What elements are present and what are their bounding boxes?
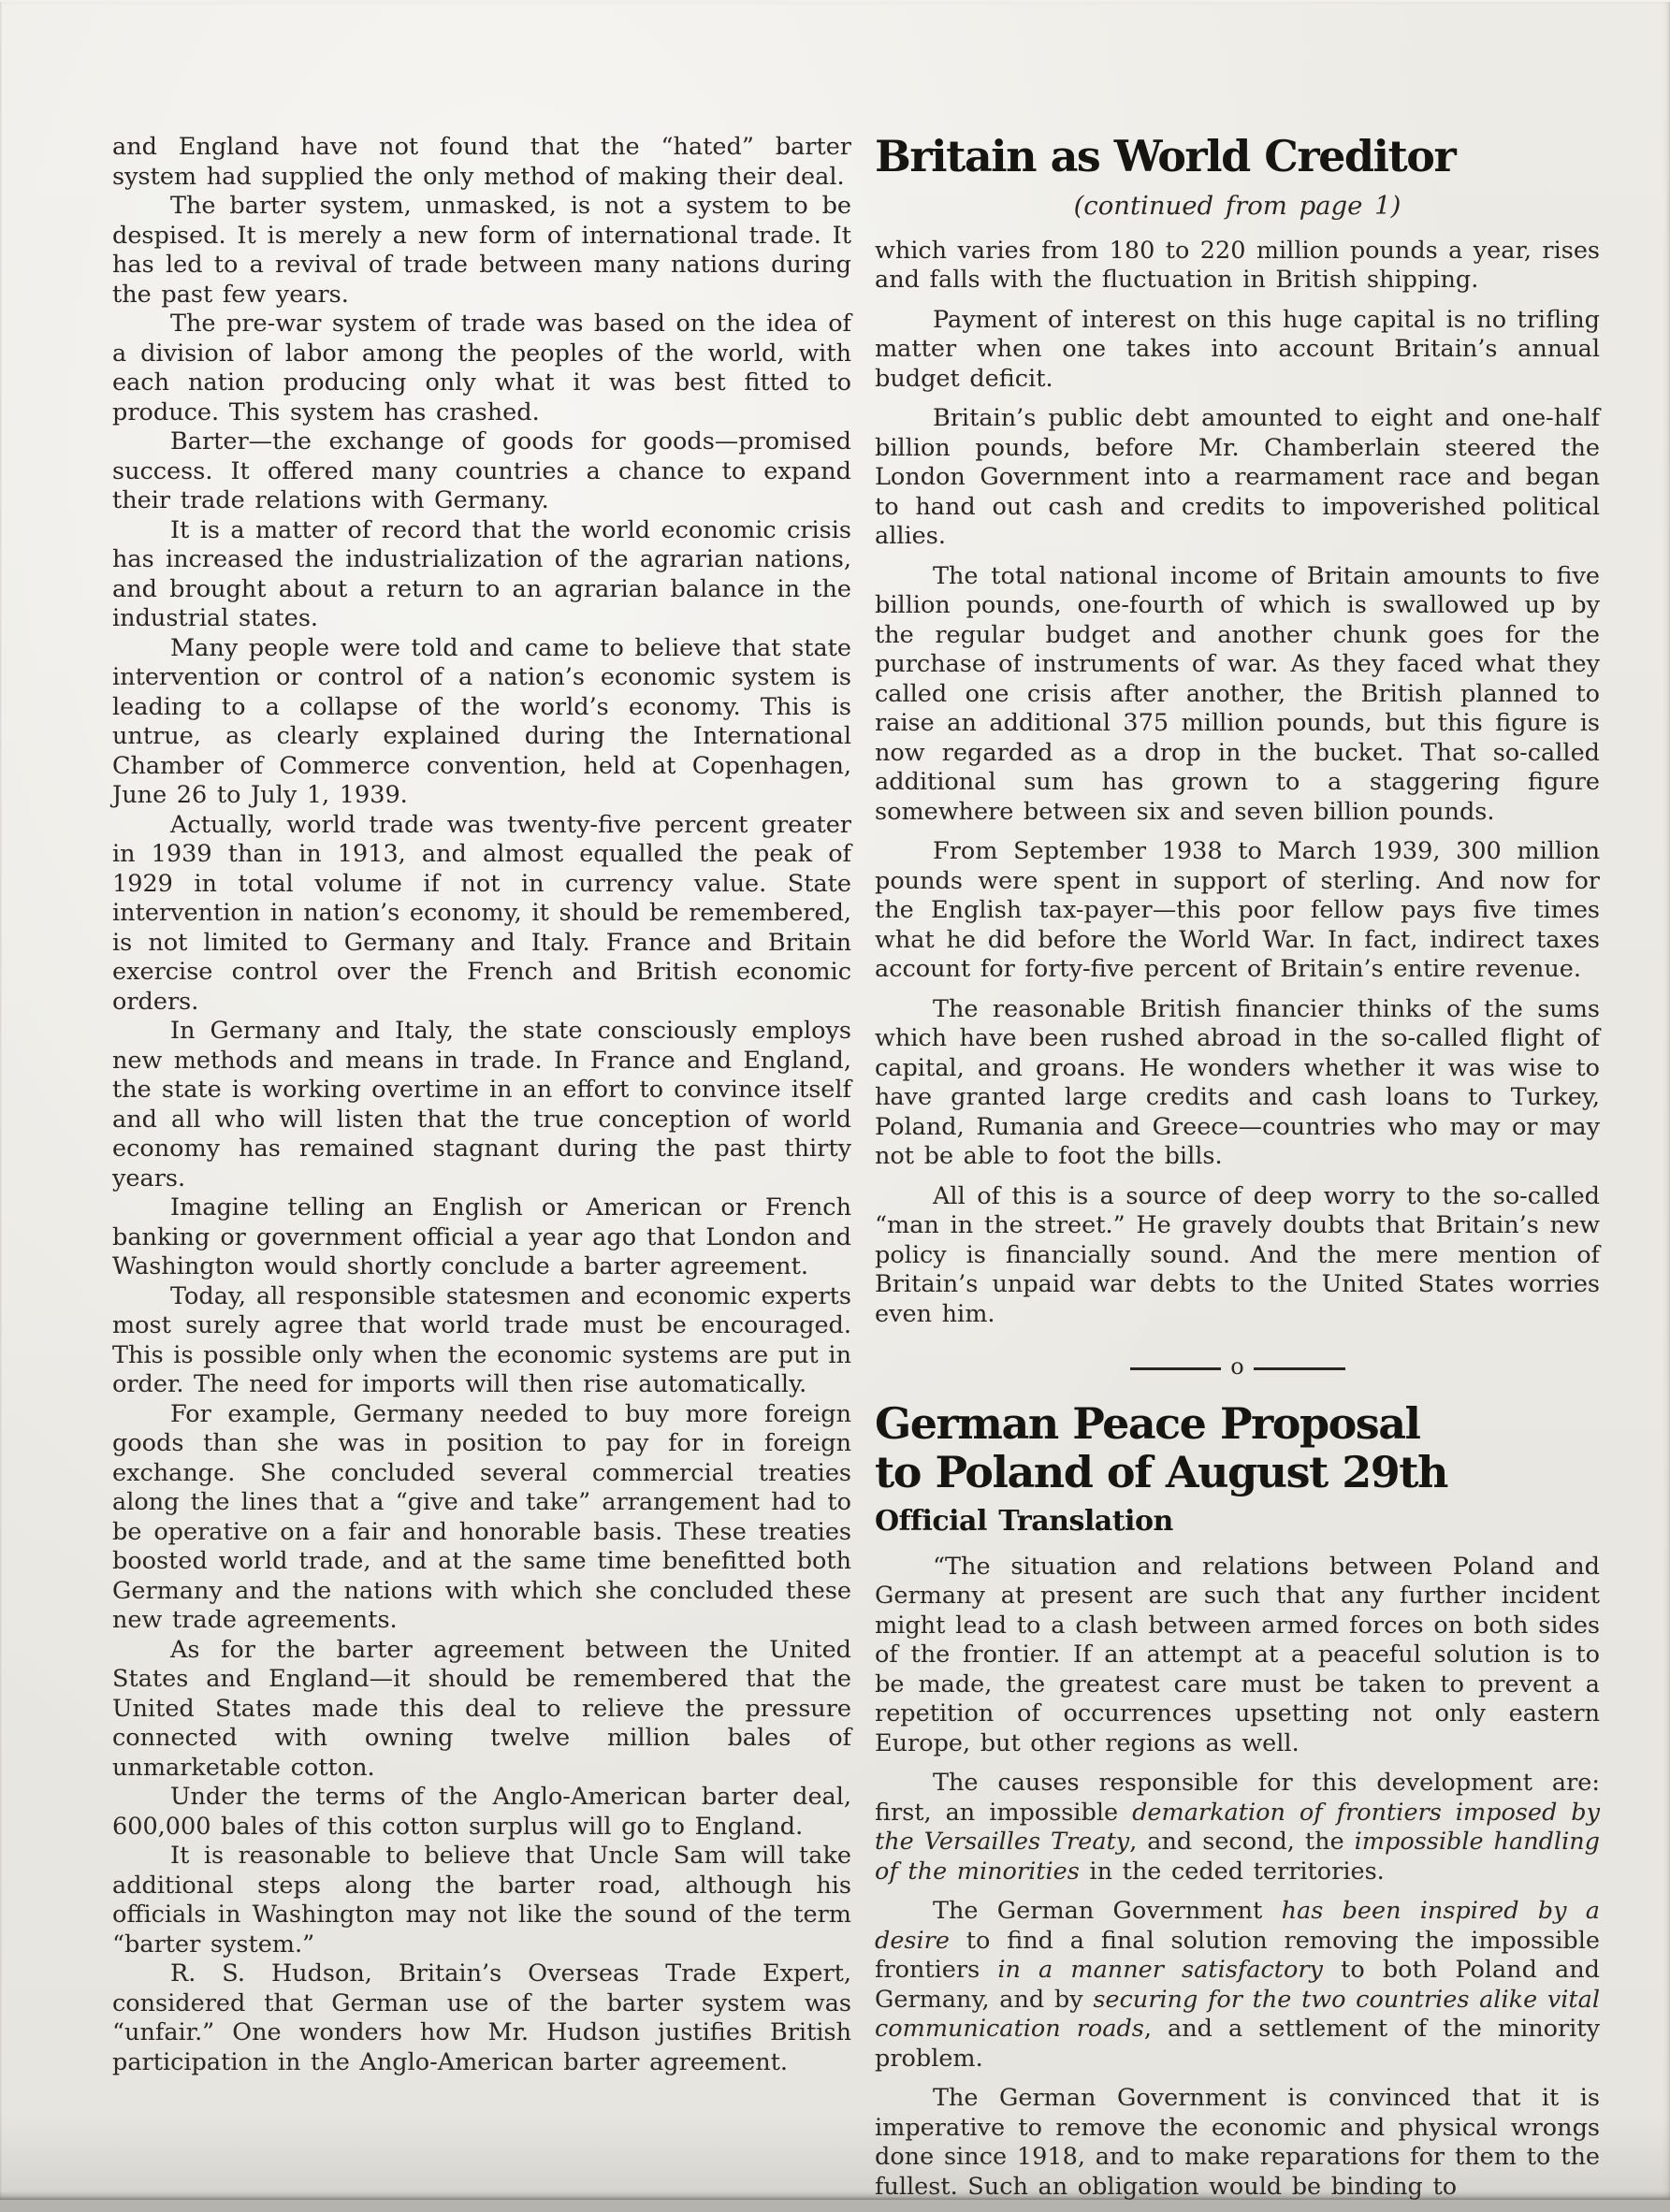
paragraph: Today, all responsible statesmen and economic experts most surely agree that world trade must be encouraged. This is possible only when the economic systems are put in order. The need for imports will then rise automatically. — [112, 1281, 851, 1398]
paragraph: As for the barter agreement between the United States and England—it should be remembered that the United States made this deal to relieve the pressure connected with owning twelve million bales of unmarketable cotton. — [112, 1635, 851, 1782]
paragraph: Britain’s public debt amounted to eight and one-half billion pounds, before Mr. Chamberlain steered the London Government into a rearmament race and began to hand out cash and credits to impoverished political allies. — [875, 404, 1600, 551]
section-divider — [1130, 1353, 1345, 1381]
divider-ornament: o — [1230, 1353, 1244, 1381]
paragraph: Many people were told and came to believe that state intervention or control of a nation’s economic system is leading to a collapse of the world’s economy. This is untrue, as clearly explained during the International Chamber of Commerce convention, held at Copenhagen, June 26 to July 1, 1939. — [112, 633, 851, 809]
paragraph: From September 1938 to March 1939, 300 million pounds were spent in support of sterling. And now for the English tax-payer—this poor fellow pays five times what he did before the World War. In fact, indirect taxes account for forty-five percent of Britain’s entire revenue. — [875, 837, 1600, 984]
paragraph: In Germany and Italy, the state consciously employs new methods and means in trade. In France and England, the state is working overtime in an effort to convince itself and all who will listen that the true conception of world economy has remained stagnant during the past thirty years. — [112, 1017, 851, 1193]
divider-rule-right — [1254, 1367, 1345, 1370]
paragraph: All of this is a source of deep worry to the so-called “man in the street.” He gravely doubts that Britain’s new policy is financially sound. And the mere mention of Britain’s unpaid war debts to the United States worries even him. — [875, 1181, 1600, 1328]
article-title-german-peace-proposal-line2: to Poland of August 29th — [875, 1446, 1447, 1497]
paragraph: which varies from 180 to 220 million pounds a year, rises and falls with the fluctuation in British shipping. — [875, 236, 1600, 295]
divider-rule-left — [1130, 1367, 1222, 1370]
paragraph: “The situation and relations between Poland and Germany at present are such that any further incident might lead to a clash between armed forces on both sides of the frontier. If an attempt at a peaceful solution is to be made, the greatest care must be taken to prevent a repetition of occurrences upsetting not only eastern Europe, but other regions as well. — [875, 1552, 1600, 1757]
paragraph: R. S. Hudson, Britain’s Overseas Trade Expert, considered that German use of the barter system was “unfair.” One wonders how Mr. Hudson justifies British participation in the Anglo-American barter agreement. — [112, 1959, 851, 2076]
paragraph: Payment of interest on this huge capital is no trifling matter when one takes into account Britain’s annual budget deficit. — [875, 305, 1600, 393]
article-title-german-peace-proposal-line1: German Peace Proposal — [875, 1398, 1420, 1450]
paragraph: Imagine telling an English or American or French banking or government official a year ago that London and Washington would shortly conclude a barter agreement. — [112, 1193, 851, 1280]
left-column — [112, 133, 851, 2077]
paragraph: It is reasonable to believe that Uncle Sam will take additional steps along the barter road, although his officials in Washington may not like the sound of the term “barter system.” — [112, 1842, 851, 1959]
paragraph: The pre-war system of trade was based on the idea of a division of labor among the peoples of the world, with each nation producing only what it was best fitted to produce. This system has crashed. — [112, 310, 851, 426]
paragraph: The German Government is convinced that it is imperative to remove the economic and physical wrongs done since 1918, and to make reparations for them to the fullest. Such an obligation would be binding to — [875, 2084, 1600, 2201]
article-britain-as-world-creditor — [875, 133, 1600, 1329]
article-title-britain-as-world-creditor: Britain as World Creditor — [875, 131, 1456, 181]
paragraph: The reasonable British financier thinks of the sums which have been rushed abroad in the so-called flight of capital, and groans. He wonders whether it was wise to have granted large credits and cash loans to Turkey, Poland, Rumania and Greece—countries who may or may not be able to foot the bills. — [875, 994, 1600, 1171]
paragraph: Actually, world trade was twenty-five percent greater in 1939 than in 1913, and almost equalled the peak of 1929 in total volume if not in currency value. State intervention in nation’s economy, it should be remembered, is not limited to Germany and Italy. France and Britain exercise control over the French and British economic orders. — [112, 810, 851, 1016]
paragraph: and England have not found that the “hated” barter system had supplied the only method of making their deal. — [112, 133, 851, 191]
paragraph: The causes responsible for this development are: first, an impossible demarkation of frontiers imposed by the Versailles Treaty, and second, the impossible handling of the minorities in the ceded territories. — [875, 1769, 1600, 1886]
paragraph: For example, Germany needed to buy more foreign goods than she was in position to pay for in foreign exchange. She concluded several commercial treaties along the lines that a “give and take” arrangement had to be operative on a fair and honorable basis. These treaties boosted world trade, and at the same time benefitted both Germany and the nations with which she concluded these new trade agreements. — [112, 1399, 851, 1634]
paragraph: Under the terms of the Anglo-American barter deal, 600,000 bales of this cotton surplus will go to England. — [112, 1783, 851, 1841]
paragraph: The total national income of Britain amounts to five billion pounds, one-fourth of which is swallowed up by the regular budget and another chunk goes for the purchase of instruments of war. As they faced what they called one crisis after another, the British planned to raise an additional 375 million pounds, but this figure is now regarded as a drop in the bucket. That so-called additional sum has grown to a staggering figure somewhere between six and seven billion pounds. — [875, 561, 1600, 826]
official-translation-subhead: Official Translation — [875, 1505, 1173, 1539]
continued-from-page-note: (continued from page 1) — [1073, 190, 1401, 221]
right-column — [875, 133, 1600, 2212]
paragraph: The barter system, unmasked, is not a system to be despised. It is merely a new form of international trade. It has led to a revival of trade between many nations during the past few years. — [112, 192, 851, 309]
paragraph: It is a matter of record that the world economic crisis has increased the industrialization of the agrarian nations, and brought about a return to an agrarian balance in the industrial states. — [112, 515, 851, 632]
paragraph: Barter—the exchange of goods for goods—promised success. It offered many countries a chance to expand their trade relations with Germany. — [112, 427, 851, 514]
article-german-peace-proposal — [875, 1400, 1600, 2202]
paragraph: The German Government has been inspired by a desire to find a final solution removing the impossible frontiers in a manner satisfactory to both Poland and Germany, and by securing for the two countries alike vital communication roads, and a settlement of the minority problem. — [875, 1897, 1601, 2073]
